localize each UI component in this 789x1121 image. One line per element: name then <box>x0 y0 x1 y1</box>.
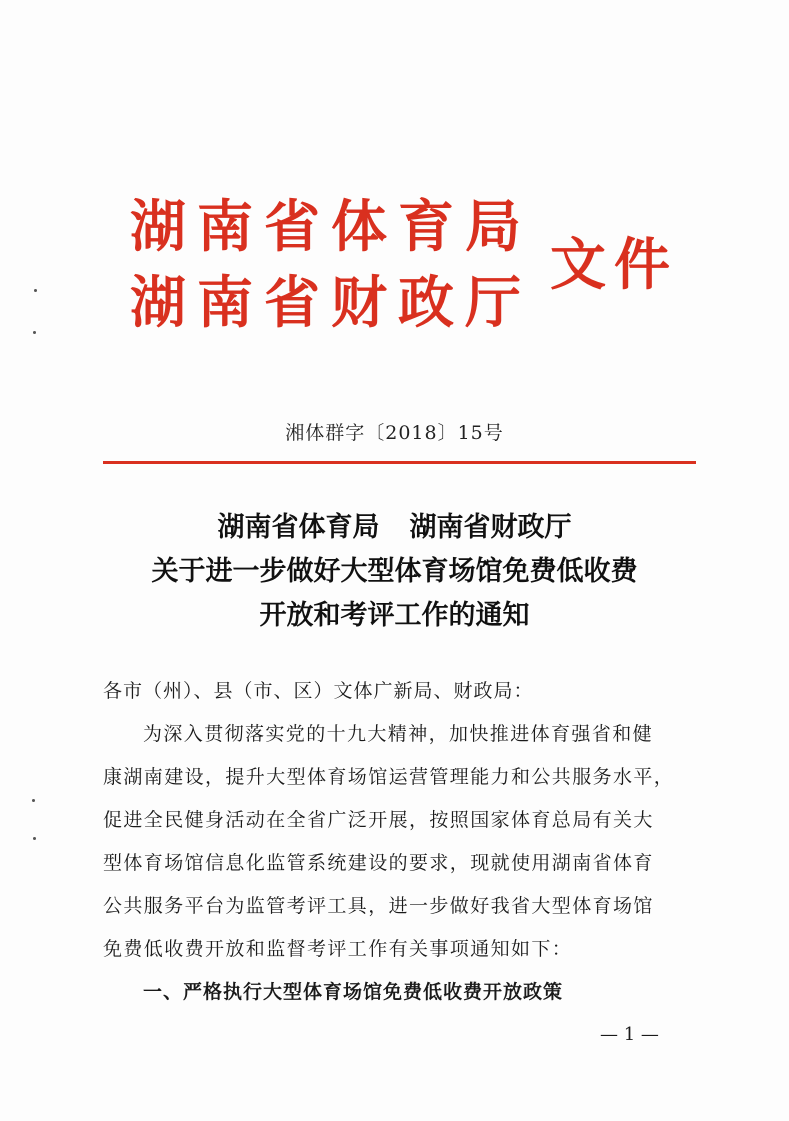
page-number: — 1 — <box>600 1024 659 1045</box>
section-heading-1: 一、严格执行大型体育场馆免费低收费开放政策 <box>143 981 564 1003</box>
paragraph-line: 为深入贯彻落实党的十九大精神，加快推进体育强省和健 <box>143 723 654 745</box>
paragraph-line: 公共服务平台为监管考评工具，进一步做好我省大型体育场馆 <box>103 895 654 917</box>
paragraph-line: 康湖南建设，提升大型体育场馆运营管理能力和公共服务水平， <box>103 766 675 788</box>
scan-speck <box>32 799 35 802</box>
title-issuer-1: 湖南省体育局 <box>217 512 380 543</box>
masthead-agency-sports-bureau: 湖南省体育局 <box>130 195 532 260</box>
title-line-1 <box>0 505 789 544</box>
red-separator-line <box>103 461 696 464</box>
masthead-doc-kind: 文件 <box>550 233 678 298</box>
masthead-agency-finance-dept: 湖南省财政厅 <box>130 271 532 336</box>
document-number: 湘体群字〔2018〕15号 <box>285 422 504 444</box>
scan-speck <box>34 289 37 292</box>
title-issuer-2: 湖南省财政厅 <box>409 512 572 543</box>
paragraph-line: 免费低收费开放和监督考评工作有关事项通知如下： <box>103 938 573 960</box>
scan-speck <box>33 331 36 334</box>
paragraph-line: 型体育场馆信息化监管系统建设的要求，现就使用湖南省体育 <box>103 852 654 874</box>
addressee: 各市（州）、县（市、区）文体广新局、财政局： <box>103 680 534 702</box>
title-line-2: 关于进一步做好大型体育场馆免费低收费 <box>151 556 638 587</box>
paragraph-line: 促进全民健身活动在全省广泛开展，按照国家体育总局有关大 <box>103 809 654 831</box>
title-line-3: 开放和考评工作的通知 <box>259 600 530 631</box>
scan-speck <box>33 837 36 840</box>
